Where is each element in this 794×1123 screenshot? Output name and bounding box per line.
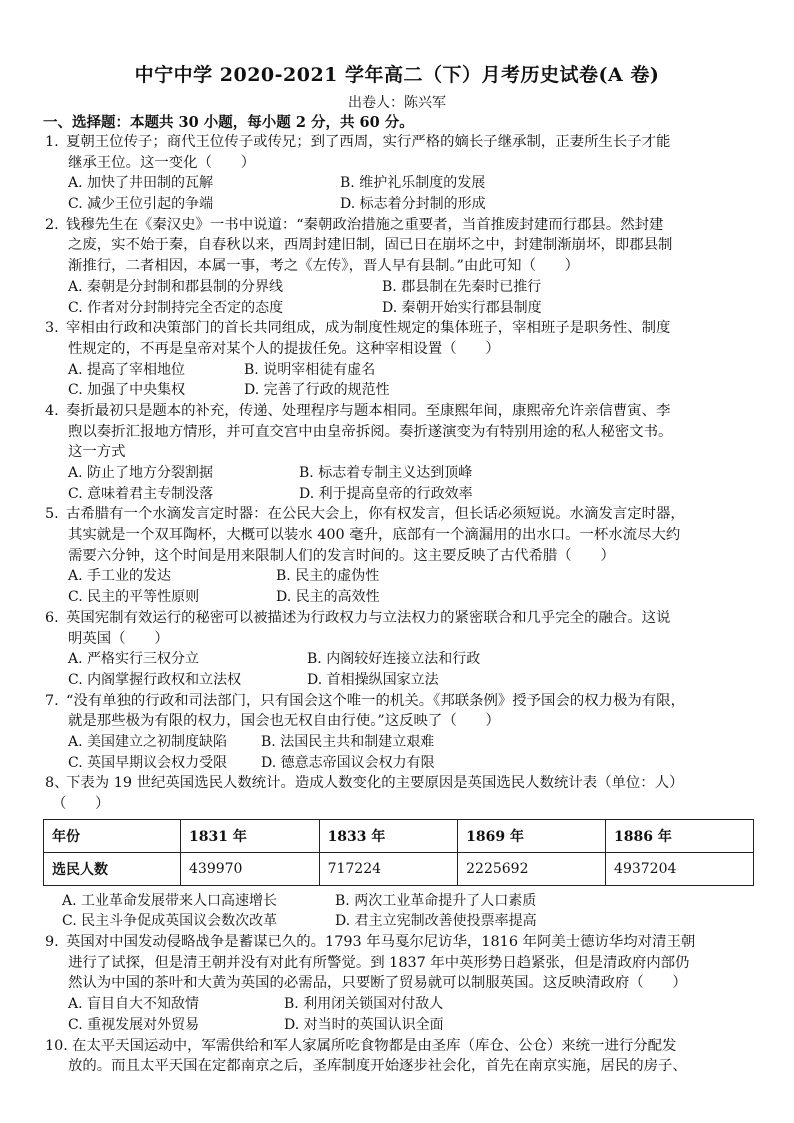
table-cell: 717224 (319, 852, 458, 885)
exam-title: 中宁中学 2020-2021 学年高二（下）月考历史试卷(A 卷) (134, 64, 660, 86)
q8-option-c: C. 民主斗争促成英国议会数次改革 (62, 913, 278, 930)
q1-option-c: C. 减少王位引起的争端 (68, 196, 214, 213)
q6-option-c: C. 内阁掌握行政权和立法权 (68, 671, 242, 688)
q1-option-a: A. 加快了井田制的瓦解 (68, 175, 214, 192)
q1-number: 1. (45, 134, 59, 150)
q1-option-d: D. 标志着分封制的形成 (340, 196, 486, 213)
q3-text-2: 性规定的，不再是皇帝对某个人的提拔任免。这种宰相设置（ ） (68, 340, 500, 357)
q9-option-c: C. 重视发展对外贸易 (68, 1016, 200, 1033)
q10-number: 10. (45, 1037, 68, 1054)
q9-option-d: D. 对当时的英国认识全面 (284, 1016, 444, 1033)
q10-line-1 (0, 1036, 794, 1057)
q9-text-1: 英国对中国发动侵略战争是蓄谋已久的。1793 年马戛尔尼访华，1816 年阿美士德访华均对清王朝 (66, 934, 696, 951)
q8-text-1: 下表为 19 世纪英国选民人数统计。造成人数变化的主要原因是英国选民人数统计表（单位：人） (66, 775, 684, 792)
q6-text-2: 明英国（ ） (68, 630, 169, 647)
q4-text-1: 奏折最初只是题本的补充，传递、处理程序与题本相同。至康熙年间，康熙帝允许亲信曹寅、李 (66, 402, 671, 419)
q5-text-1: 古希腊有一个水滴发言定时器：在公民大会上，你有权发言，但长话必须短说。水滴发言定时器， (66, 506, 685, 523)
q8-option-d: D. 君主立宪制改善使投票率提高 (335, 913, 537, 930)
q5-options-ab (0, 566, 794, 587)
table-header-cell: 1831 年 (181, 819, 320, 852)
q2-options-cd (0, 298, 794, 319)
q5-number: 5. (45, 506, 59, 523)
q6-number: 6. (45, 609, 59, 626)
q4-line-2 (0, 422, 794, 443)
q2-option-a: A. 秦朝是分封制和郡县制的分界线 (68, 278, 284, 295)
table-header-cell: 1886 年 (606, 819, 754, 852)
q8-option-a: A. 工业革命发展带来人口高速增长 (62, 892, 278, 909)
q7-line-2 (0, 711, 794, 732)
q2-line-2 (0, 235, 794, 256)
q7-options-cd (0, 753, 794, 774)
q5-option-c: C. 民主的平等性原则 (68, 589, 200, 606)
q5-line-2 (0, 525, 794, 546)
q7-number: 7. (45, 692, 59, 709)
q2-option-d: D. 秦朝开始实行郡县制度 (382, 299, 542, 316)
q7-options-ab (0, 732, 794, 753)
q3-line-1 (0, 318, 794, 339)
q3-number: 3. (45, 320, 59, 337)
q5-option-a: A. 手工业的发达 (68, 568, 172, 585)
q4-options-cd (0, 484, 794, 505)
q9-line-3 (0, 973, 794, 994)
table-row (44, 852, 754, 885)
table-cell: 2225692 (458, 852, 606, 885)
q4-line-1 (0, 401, 794, 422)
q7-option-c: C. 英国早期议会权力受限 (68, 754, 228, 771)
voter-table-wrap (0, 815, 794, 891)
section-heading: 一、选择题：本题共 30 小题，每小题 2 分，共 60 分。 (43, 114, 414, 131)
q7-option-a: A. 美国建立之初制度缺陷 (68, 733, 228, 750)
q3-option-d: D. 完善了行政的规范性 (244, 382, 390, 399)
q4-options-ab (0, 463, 794, 484)
q4-line-3 (0, 442, 794, 463)
q5-option-b: B. 民主的虚伪性 (276, 568, 380, 585)
table-header-row (44, 819, 754, 852)
q1-line-1 (0, 132, 794, 153)
q8-options-cd (0, 911, 794, 932)
q5-line-1 (0, 504, 794, 525)
q8-text-2: （ ） (52, 796, 110, 812)
q9-option-b: B. 利用闭关锁国对付敌人 (284, 996, 444, 1013)
exam-author: 出卷人：陈兴军 (348, 95, 446, 111)
q6-text-1: 英国宪制有效运行的秘密可以被描述为行政权力与立法权力的紧密联合和几乎完全的融合。这说 (66, 609, 671, 626)
q2-option-b: B. 郡县制在先秦时已推行 (382, 278, 542, 295)
q9-text-3: 然认为中国的茶叶和大黄为英国的必需品，只要断了贸易就可以制服英国。这反映清政府（ ） (68, 975, 687, 992)
q5-text-2: 其实就是一个双耳陶杯，大概可以装水 400 毫升，底部有一个滴漏用的出水口。一杯水流尽大约 (68, 527, 681, 544)
q9-line-2 (0, 953, 794, 974)
q7-option-d: D. 德意志帝国议会权力有限 (261, 754, 435, 771)
q9-line-1 (0, 932, 794, 953)
q6-line-2 (0, 629, 794, 650)
q2-text-2: 之废，实不始于秦，自春秋以来，西周封建旧制，固已日在崩坏之中，封建制渐崩坏，即郡县制 (68, 237, 673, 254)
q4-option-c: C. 意味着君主专制没落 (68, 485, 214, 502)
q4-option-a: A. 防止了地方分裂割据 (68, 465, 214, 481)
q10-line-2 (0, 1056, 794, 1077)
q4-option-d: D. 利于提高皇帝的行政效率 (299, 485, 473, 502)
q3-option-a: A. 提高了宰相地位 (68, 361, 186, 378)
q9-number: 9. (45, 934, 59, 951)
q3-option-c: C. 加强了中央集权 (68, 382, 186, 399)
q4-number: 4. (45, 402, 59, 419)
q3-options-cd (0, 380, 794, 401)
q5-options-cd (0, 587, 794, 608)
q2-text-3: 渐推行，二者相因，本属一事，考之《左传》，晋人早有县制。”由此可知（ ） (68, 258, 580, 275)
q2-text-1: 钱穆先生在《秦汉史》一书中说道：“秦朝政治措施之重要者，当首推废封建而行郡县。然封建 (66, 216, 664, 233)
q6-options-ab (0, 649, 794, 670)
q9-options-ab (0, 994, 794, 1015)
q1-text-1: 夏朝王位传子；商代王位传子或传兄；到了西周，实行严格的嫡长子继承制，正妻所生长子才能 (66, 134, 671, 150)
table-header-cell: 1869 年 (458, 819, 606, 852)
q2-options-ab (0, 277, 794, 298)
q1-options-ab (0, 173, 794, 194)
q6-options-cd (0, 670, 794, 691)
q2-option-c: C. 作者对分封制持完全否定的态度 (68, 299, 284, 316)
q7-option-b: B. 法国民主共和制建立艰难 (261, 733, 435, 750)
q6-option-a: A. 严格实行三权分立 (68, 651, 200, 668)
q9-option-a: A. 盲目自大不知敌情 (68, 996, 200, 1013)
q1-option-b: B. 维护礼乐制度的发展 (340, 175, 486, 192)
q8-number: 8、 (45, 775, 69, 792)
q9-options-cd (0, 1015, 794, 1036)
q4-option-b: B. 标志着专制主义达到顶峰 (299, 465, 473, 481)
q4-text-2: 煦以奏折汇报地方情形，并可直交宫中由皇帝拆阅。奏折遂演变为有特别用途的私人秘密文书。 (68, 423, 673, 440)
q5-option-d: D. 民主的高效性 (276, 589, 380, 606)
voter-table (43, 819, 754, 886)
q6-line-1 (0, 608, 794, 629)
q2-line-1 (0, 215, 794, 236)
q1-options-cd (0, 194, 794, 215)
table-cell: 439970 (181, 852, 320, 885)
table-header-cell: 年份 (44, 819, 181, 852)
q4-text-3: 这一方式 (68, 444, 126, 461)
q10-text-1: 在太平天国运动中，军需供给和军人家属所吃食物都是由圣库（库仓、公仓）来统一进行分配发 (72, 1037, 677, 1054)
q6-option-b: B. 内阁较好连接立法和行政 (307, 651, 481, 668)
q8-line-2 (0, 794, 794, 815)
q7-text-1: “没有单独的行政和司法部门，只有国会这个唯一的机关。《邦联条例》授予国会的权力极为有限， (66, 692, 685, 709)
q8-line-1 (0, 773, 794, 794)
q5-line-3 (0, 546, 794, 567)
q1-line-2 (0, 153, 794, 174)
table-header-cell: 1833 年 (319, 819, 458, 852)
q7-line-1 (0, 691, 794, 712)
q10-text-2: 放的。而且太平天国在定都南京之后，圣库制度开始逐步社会化，首先在南京实施，居民的房子、 (68, 1058, 687, 1075)
q3-option-b: B. 说明宰相徒有虚名 (244, 361, 376, 378)
q2-number: 2. (45, 216, 59, 233)
q3-line-2 (0, 339, 794, 360)
q2-line-3 (0, 256, 794, 277)
q1-text-2: 继承王位。这一变化（ ） (68, 154, 256, 171)
q9-text-2: 进行了试探，但是清王朝并没有对此有所警觉。到 1837 年中英形势日趋紧张，但是清政府内部仍 (68, 954, 690, 971)
q8-option-b: B. 两次工业革命提升了人口素质 (335, 892, 537, 909)
questions (0, 132, 794, 1077)
table-cell: 选民人数 (44, 852, 181, 885)
q8-options-ab (0, 891, 794, 912)
q7-text-2: 就是那些极为有限的权力，国会也无权自由行使。”这反映了（ ） (68, 713, 500, 730)
q3-text-1: 宰相由行政和决策部门的首长共同组成，成为制度性规定的集体班子，宰相班子是职务性、制度 (66, 320, 671, 337)
q5-text-3: 需要六分钟，这个时间是用来限制人们的发言时间的。这主要反映了古代希腊（ ） (68, 547, 615, 564)
q6-option-d: D. 首相操纵国家立法 (307, 671, 439, 688)
table-cell: 4937204 (606, 852, 754, 885)
q3-options-ab (0, 360, 794, 381)
